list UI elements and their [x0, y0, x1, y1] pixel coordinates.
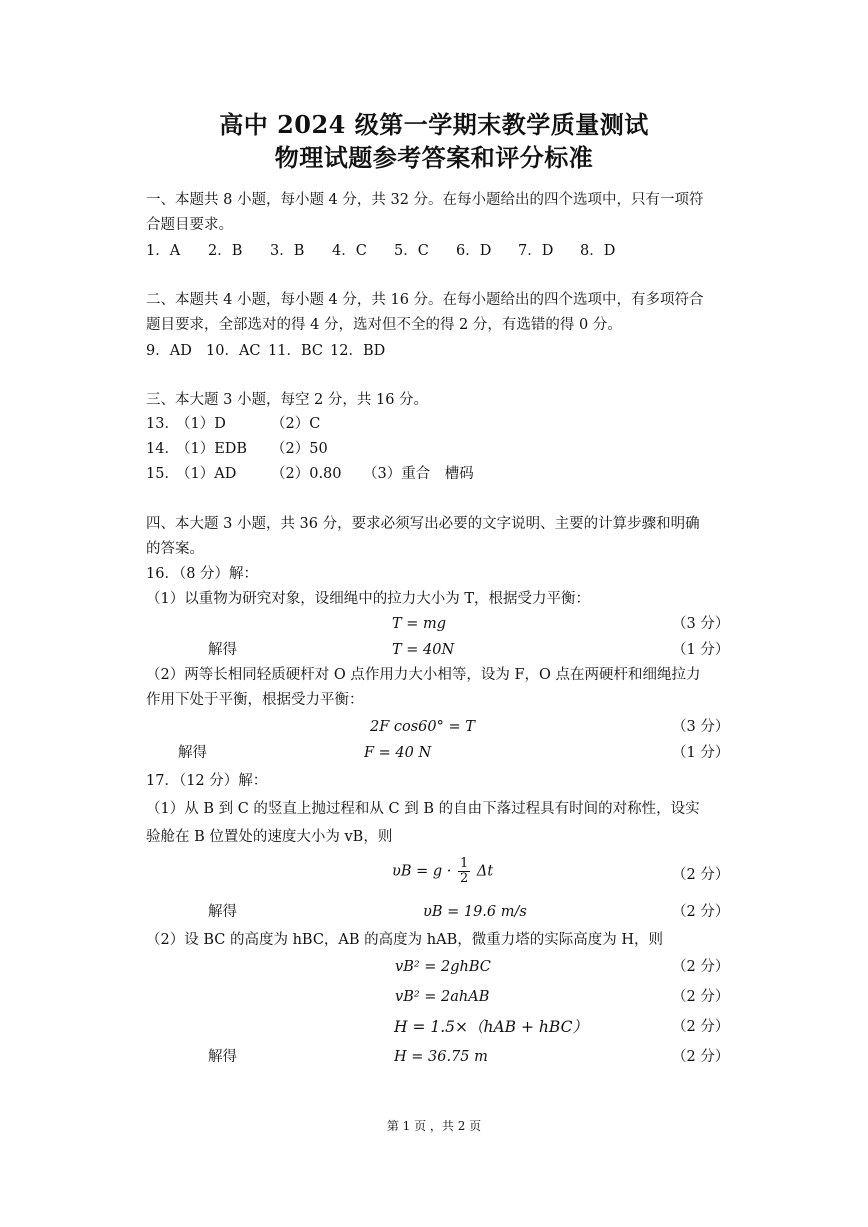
q16-eq1: T = mg — [392, 616, 447, 632]
answer-2: 2．B — [208, 243, 243, 259]
q13-num: 13． — [146, 416, 179, 432]
q17-head: 17．（12 分）解： — [146, 773, 268, 789]
q13-answers — [146, 414, 320, 434]
q17-score3: （2 分） — [672, 959, 730, 975]
answer-1: 1．A — [146, 243, 181, 259]
q17-solve-label: 解得 — [208, 904, 237, 920]
q16-head: 16．（8 分）解： — [146, 566, 259, 582]
q14-answers — [146, 439, 328, 459]
q16-solve-label: 解得 — [208, 642, 237, 658]
page-footer: 第 1 页 ，共 2 页 — [386, 1119, 482, 1133]
q15-num: 15． — [146, 466, 179, 482]
q17-score5: （2 分） — [672, 1019, 730, 1035]
q17-score6: （2 分） — [672, 1049, 730, 1065]
q16-eq4: F = 40 N — [364, 745, 432, 761]
fraction-denominator: 2 — [459, 871, 469, 886]
section2-intro-1: 二、本题共 4 小题，每小题 4 分，共 16 分。在每小题给出的四个选项中，有多项符合 — [146, 292, 704, 308]
q14-num: 14． — [146, 441, 179, 457]
q17-eq2: υB = 19.6 m/s — [423, 904, 527, 920]
q17-score2: （2 分） — [672, 904, 730, 920]
q16-part1: （1）以重物为研究对象，设细绳中的拉力大小为 T，根据受力平衡： — [146, 591, 591, 607]
q17-part1-2: 验舱在 B 位置处的速度大小为 vB，则 — [146, 829, 393, 845]
q17-score1: （2 分） — [672, 867, 730, 883]
answer-10: 10．AC — [206, 343, 261, 359]
answer-9: 9．AD — [146, 343, 192, 359]
section1-answers — [146, 241, 615, 261]
q16-score4: （1 分） — [672, 745, 730, 761]
answer-8: 8．D — [580, 243, 616, 259]
title-line-2: 物理试题参考答案和评分标准 — [274, 143, 594, 172]
section4-intro-2: 的答案。 — [146, 541, 204, 557]
q15-a2: （2）0.80 — [271, 466, 342, 482]
q15-a1: （1）AD — [176, 466, 237, 482]
q15-a3: （3）重合 槽码 — [363, 466, 474, 482]
section1-intro-1: 一、本题共 8 小题，每小题 4 分，共 32 分。在每小题给出的四个选项中，只有一项符 — [146, 192, 704, 208]
q16-eq3: 2F cos60° = T — [370, 719, 475, 735]
q17-score4: （2 分） — [672, 989, 730, 1005]
q14-a2: （2）50 — [271, 441, 328, 457]
q17-part2: （2）设 BC 的高度为 hBC，AB 的高度为 hAB，微重力塔的实际高度为 H，则 — [146, 932, 663, 948]
answer-4: 4．C — [332, 243, 367, 259]
answer-12: 12．BD — [330, 343, 386, 359]
fraction — [458, 857, 470, 886]
q16-part2-1: （2）两等长相同轻质硬杆对 O 点作用力大小相等，设为 F，O 点在两硬杆和细绳拉力 — [146, 667, 701, 683]
q17-part1-1: （1）从 B 到 C 的竖直上抛过程和从 C 到 B 的自由下落过程具有时间的对称性，设实 — [146, 801, 700, 817]
section3-intro: 三、本大题 3 小题，每空 2 分，共 16 分。 — [146, 392, 429, 408]
q17-eq4: vB² = 2ahAB — [395, 989, 490, 1005]
section1-intro-2: 合题目要求。 — [146, 217, 233, 233]
q15-answers — [146, 464, 474, 484]
answer-11: 11．BC — [268, 343, 323, 359]
q16-solve-label-2: 解得 — [178, 745, 207, 761]
q17-eq5: H = 1.5×（hAB + hBC） — [394, 1018, 588, 1036]
q16-score3: （3 分） — [672, 719, 730, 735]
section4-intro-1: 四、本大题 3 小题，共 36 分，要求必须写出必要的文字说明、主要的计算步骤和明确 — [146, 516, 700, 532]
q13-a1: （1）D — [176, 416, 226, 432]
fraction-numerator: 1 — [459, 856, 469, 871]
q14-a1: （1）EDB — [176, 441, 248, 457]
q17-solve-label-2: 解得 — [208, 1049, 237, 1065]
answer-6: 6．D — [456, 243, 492, 259]
q17-eq1-right: Δt — [476, 863, 494, 880]
section2-answers — [146, 341, 385, 361]
answer-3: 3．B — [270, 243, 305, 259]
q16-score2: （1 分） — [672, 642, 730, 658]
q17-eq1-left: υB = g · — [392, 863, 452, 880]
answer-5: 5．C — [394, 243, 429, 259]
q16-eq2: T = 40N — [392, 642, 455, 658]
q17-eq6: H = 36.75 m — [394, 1049, 488, 1065]
q13-a2: （2）C — [271, 416, 321, 432]
section2-intro-2: 题目要求，全部选对的得 4 分，选对但不全的得 2 分，有选错的得 0 分。 — [146, 317, 622, 333]
q17-eq1 — [392, 857, 493, 886]
q16-part2-2: 作用下处于平衡，根据受力平衡： — [146, 692, 364, 708]
q17-eq3: vB² = 2ghBC — [395, 959, 491, 975]
q16-score1: （3 分） — [672, 616, 730, 632]
title-line-1: 高中 2024 级第一学期末教学质量测试 — [219, 110, 649, 139]
answer-7: 7．D — [518, 243, 554, 259]
